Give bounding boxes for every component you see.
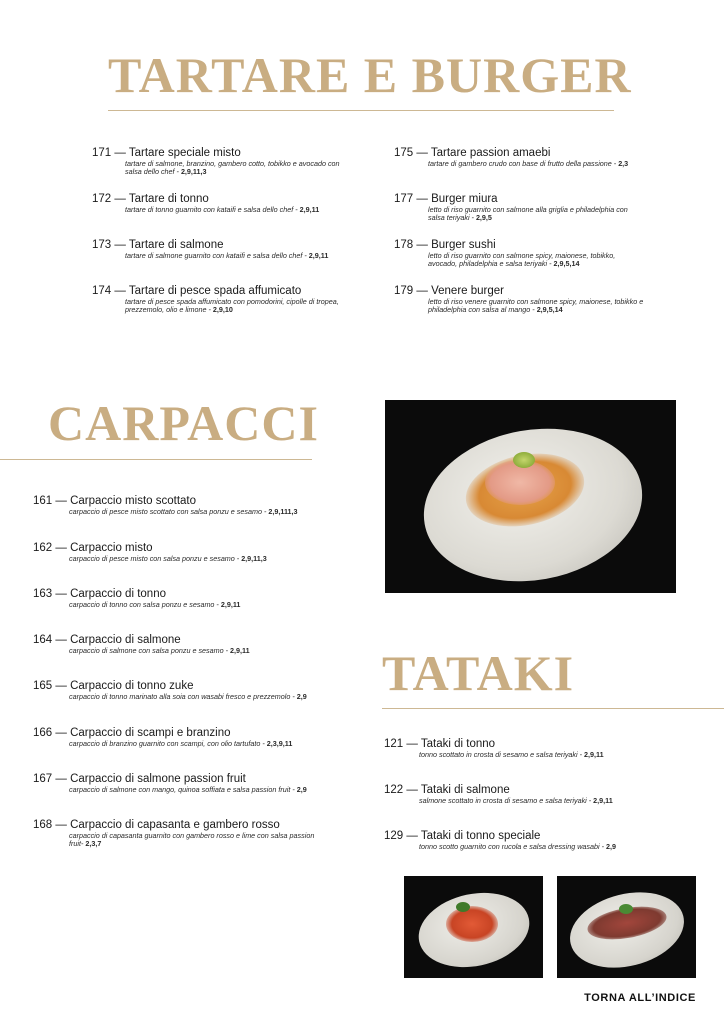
item-allergens: 2,9,5,14 [536, 305, 563, 315]
tataki-slices-image [446, 906, 498, 942]
item-allergens: 2,9,11 [584, 750, 604, 759]
item-name: Burger sushi [431, 239, 496, 251]
item-description: carpaccio di salmone con salsa ponzu e sesamo - [69, 646, 231, 655]
item-number: 165 [33, 680, 53, 692]
item-separator: — [114, 239, 126, 251]
item-separator: — [55, 819, 67, 831]
item-description: tonno scotto guarnito con rucola e salsa dressing wasabi - [419, 842, 606, 851]
item-number: 122 [384, 784, 404, 796]
item-allergens: 2,3 [618, 159, 629, 168]
item-name: Burger miura [431, 193, 498, 205]
menu-item-179 [394, 284, 644, 315]
item-number: 177 [394, 193, 414, 205]
item-description: tartare di tonno guarnito con kataifi e salsa dello chef - [125, 205, 300, 214]
item-number: 178 [394, 239, 414, 251]
item-name: Tataki di tonno speciale [420, 830, 541, 842]
item-name: Tartare passion amaebi [430, 147, 551, 159]
menu-item-171 [92, 146, 350, 177]
item-name: Carpaccio di tonno [70, 588, 166, 600]
menu-item-168 [33, 818, 323, 849]
item-description: carpaccio di capasanta guarnito con gambero rosso e lime con salsa passion fruit- [69, 831, 315, 849]
item-separator: — [406, 738, 418, 750]
item-name: Carpaccio di scampi e branzino [70, 727, 231, 739]
tataki-title-divider [382, 708, 724, 709]
item-allergens: 2,9,5,14 [553, 259, 580, 269]
item-separator: — [114, 193, 126, 205]
item-separator: — [55, 495, 67, 507]
menu-item-166 [33, 726, 323, 748]
menu-item-121 [384, 737, 704, 759]
item-allergens: 2,3,9,11 [266, 739, 293, 748]
menu-item-178 [394, 238, 644, 269]
item-name: Tartare speciale misto [128, 147, 241, 159]
item-allergens: 2,3,7 [85, 839, 102, 849]
item-allergens: 2,9,11 [230, 646, 250, 655]
item-allergens: 2,9 [605, 842, 616, 851]
item-name: Tartare di salmone [128, 239, 224, 251]
item-description: carpaccio di tonno marinato alla soia con wasabi fresco e prezzemolo - [69, 692, 297, 701]
menu-item-177 [394, 192, 644, 223]
menu-item-162 [33, 541, 323, 563]
tataki-dish-photo-1 [404, 876, 543, 978]
item-number: 166 [33, 727, 53, 739]
item-name: Carpaccio di tonno zuke [70, 680, 194, 692]
menu-item-173 [92, 238, 350, 260]
item-separator: — [114, 147, 126, 159]
item-allergens: 2,9,11 [220, 600, 241, 609]
item-number: 162 [33, 542, 53, 554]
item-separator: — [406, 830, 418, 842]
item-description: carpaccio di salmone con mango, quinoa soffiata e salsa passion fruit - [69, 785, 297, 794]
item-description: carpaccio di tonno con salsa ponzu e sesamo - [69, 600, 221, 609]
item-separator: — [416, 239, 428, 251]
tataki-section-title: TATAKI [382, 645, 575, 701]
item-name: Carpaccio di salmone [70, 634, 181, 646]
garnish-image [619, 904, 633, 914]
item-separator: — [406, 784, 418, 796]
menu-item-172 [92, 192, 350, 214]
item-allergens: 2,9 [296, 692, 307, 701]
item-allergens: 2,9,5 [475, 213, 492, 223]
item-name: Tataki di tonno [420, 738, 496, 750]
item-name: Venere burger [431, 285, 504, 297]
item-separator: — [55, 727, 67, 739]
item-name: Tartare di tonno [128, 193, 209, 205]
garnish-image [456, 902, 470, 912]
item-name: Tataki di salmone [420, 784, 510, 796]
item-description: carpaccio di branzino guarnito con scampi, con olio tartufato - [69, 739, 267, 748]
item-separator: — [416, 147, 428, 159]
menu-item-164 [33, 633, 323, 655]
menu-item-163 [33, 587, 323, 609]
item-separator: — [55, 542, 67, 554]
item-number: 174 [92, 285, 112, 297]
item-number: 164 [33, 634, 53, 646]
item-name: Tartare di pesce spada affumicato [128, 285, 302, 297]
item-number: 161 [33, 495, 53, 507]
item-name: Carpaccio di capasanta e gambero rosso [70, 819, 280, 831]
item-separator: — [55, 634, 67, 646]
menu-item-122 [384, 783, 704, 805]
item-separator: — [55, 680, 67, 692]
carpacci-section-title: CARPACCI [48, 395, 319, 451]
item-separator: — [114, 285, 126, 297]
item-number: 173 [92, 239, 112, 251]
item-number: 121 [384, 738, 404, 750]
item-allergens: 2,9,10 [212, 305, 233, 315]
menu-item-165 [33, 679, 323, 701]
item-description: salmone scottato in crosta di sesamo e salsa teriyaki - [419, 796, 594, 805]
item-allergens: 2,9 [296, 785, 307, 794]
item-description: carpaccio di pesce misto scottato con salsa ponzu e sesamo - [69, 507, 269, 516]
item-allergens: 2,9,11 [299, 205, 320, 214]
item-separator: — [55, 588, 67, 600]
item-name: Carpaccio misto [70, 542, 153, 554]
item-allergens: 2,9,11 [308, 251, 329, 260]
item-description: tonno scottato in crosta di sesamo e salsa teriyaki - [419, 750, 584, 759]
item-description: letto di riso guarnito con salmone alla griglia e philadelphia con salsa teriyaki - [428, 205, 628, 223]
item-number: 171 [92, 147, 112, 159]
menu-item-175 [394, 146, 644, 168]
carpaccio-dish-photo [385, 400, 676, 593]
tataki-dish-photo-2 [557, 876, 696, 978]
item-separator: — [55, 773, 67, 785]
item-allergens: 2,9,11,3 [241, 554, 267, 563]
item-allergens: 2,9,111,3 [268, 507, 298, 516]
item-description: carpaccio di pesce misto con salsa ponzu e sesamo - [69, 554, 242, 563]
item-number: 168 [33, 819, 53, 831]
tartare-title-divider [108, 110, 614, 111]
item-allergens: 2,9,11 [593, 796, 613, 805]
carpacci-title-divider [0, 459, 312, 460]
item-description: tartare di gambero crudo con base di frutto della passione - [428, 159, 619, 168]
menu-item-161 [33, 494, 323, 516]
item-description: tartare di pesce spada affumicato con pomodorini, cipolle di tropea, prezzemolo, olio e limone - [125, 297, 339, 315]
item-allergens: 2,9,11,3 [180, 167, 207, 177]
item-number: 175 [394, 147, 414, 159]
item-name: Carpaccio misto scottato [70, 495, 197, 507]
item-number: 163 [33, 588, 53, 600]
item-number: 129 [384, 830, 404, 842]
item-separator: — [416, 285, 428, 297]
item-number: 167 [33, 773, 53, 785]
item-description: tartare di salmone, branzino, gambero cotto, tobikko e avocado con salsa dello chef - [125, 159, 340, 177]
item-description: tartare di salmone guarnito con kataifi e salsa dello chef - [125, 251, 309, 260]
menu-item-167 [33, 772, 323, 794]
garnish-image [513, 452, 535, 468]
menu-item-129 [384, 829, 704, 851]
item-separator: — [416, 193, 428, 205]
item-description: letto di riso guarnito con salmone spicy, maionese, tobikko, avocado, philadelphia e salsa teriyaki - [428, 251, 616, 269]
item-number: 172 [92, 193, 112, 205]
menu-item-174 [92, 284, 350, 315]
item-description: letto di riso venere guarnito con salmone spicy, maionese, tobikko e philadelphia con salsa al mango - [428, 297, 644, 315]
item-number: 179 [394, 285, 414, 297]
tartare-section-title: TARTARE E BURGER [108, 47, 632, 103]
item-name: Carpaccio di salmone passion fruit [70, 773, 246, 785]
back-to-index-link[interactable]: TORNA ALL’INDICE [584, 992, 696, 1004]
